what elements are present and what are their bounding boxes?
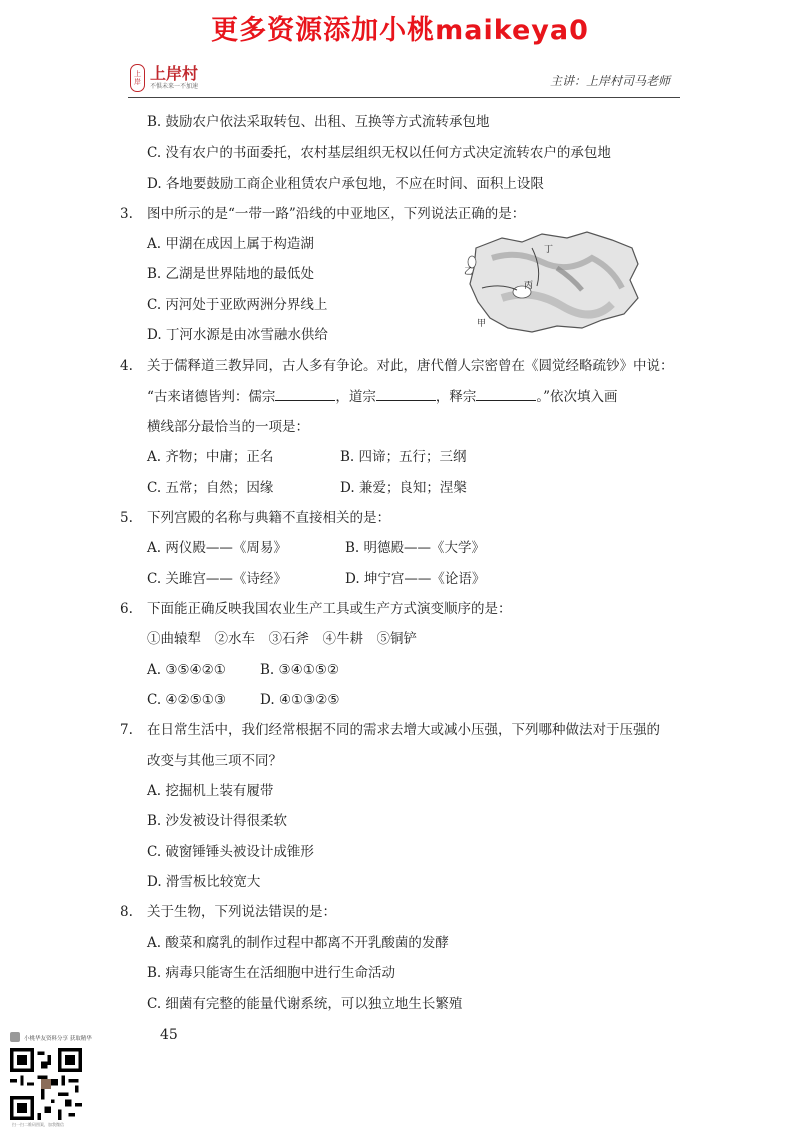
map-label-bing: 丙 bbox=[524, 281, 534, 291]
brand-logo bbox=[130, 64, 198, 92]
q2-option-b: B. 鼓励农户依法采取转包、出租、互换等方式流转承包地 bbox=[147, 114, 490, 130]
q4-quote-b: ，道宗 bbox=[335, 389, 376, 405]
q4-blank-3 bbox=[476, 388, 536, 401]
q4-option-d: D. 兼爱；良知；涅槃 bbox=[340, 480, 467, 496]
q5-stem: 下列宫殿的名称与典籍不直接相关的是： bbox=[147, 510, 390, 526]
qr-title: 小桃华友资料分享 获取精华 bbox=[24, 1036, 92, 1042]
q3-option-d: D. 丁河水源是由冰雪融水供给 bbox=[147, 327, 328, 343]
q7-number: 7. bbox=[120, 722, 133, 738]
q4-number: 4. bbox=[120, 358, 133, 374]
q8-stem: 关于生物，下列说法错误的是： bbox=[147, 904, 336, 920]
q3-option-c: C. 丙河处于亚欧两洲分界线上 bbox=[147, 297, 328, 313]
q6-option-a: A. ③⑤④②① bbox=[147, 662, 226, 678]
map-label-ding: 丁 bbox=[544, 245, 554, 255]
q4-stem-2: 横线部分最恰当的一项是： bbox=[147, 419, 309, 435]
qr-code-icon[interactable] bbox=[10, 1048, 82, 1120]
q4-option-b: B. 四谛；五行；三纲 bbox=[340, 449, 467, 465]
q4-quote-c: ，释宗 bbox=[435, 389, 477, 405]
header-divider bbox=[128, 97, 680, 98]
q4-blank-2 bbox=[376, 388, 436, 401]
logo-mark-icon: 上岸 bbox=[130, 64, 145, 92]
q3-option-a: A. 甲湖在成因上属于构造湖 bbox=[147, 236, 314, 252]
q4-blank-1 bbox=[275, 388, 335, 401]
q7-option-c: C. 破窗锤锤头被设计成锥形 bbox=[147, 844, 314, 860]
promo-banner: 更多资源添加小桃maikeya0 bbox=[211, 15, 589, 46]
q6-number: 6. bbox=[120, 601, 133, 617]
q5-option-b: B. 明德殿——《大学》 bbox=[345, 540, 486, 556]
q7-stem: 在日常生活中，我们经常根据不同的需求去增大或减小压强，下列哪种做法对于压强的 bbox=[147, 722, 660, 738]
q5-option-a: A. 两仪殿——《周易》 bbox=[147, 540, 287, 556]
q3-stem: 图中所示的是“一带一路”沿线的中亚地区，下列说法正确的是： bbox=[147, 206, 526, 222]
q6-option-d: D. ④①③②⑤ bbox=[260, 692, 340, 708]
q2-option-d: D. 各地要鼓励工商企业租赁农户承包地，不应在时间、面积上设限 bbox=[147, 176, 544, 192]
region-outline bbox=[470, 232, 638, 332]
q2-option-c: C. 没有农户的书面委托，农村基层组织无权以任何方式决定流转农户的承包地 bbox=[147, 145, 611, 161]
q3-option-b: B. 乙湖是世界陆地的最低处 bbox=[147, 266, 315, 282]
logo-name: 上岸村 bbox=[150, 64, 199, 83]
central-asia-map bbox=[462, 228, 644, 340]
q7-option-d: D. 滑雪板比较宽大 bbox=[147, 874, 261, 890]
q6-option-c: C. ④②⑤①③ bbox=[147, 692, 226, 708]
q5-option-c: C. 关雎宫——《诗经》 bbox=[147, 571, 287, 587]
q8-number: 8. bbox=[120, 904, 133, 920]
q4-option-c: C. 五常；自然；因缘 bbox=[147, 480, 274, 496]
q4-quote-line bbox=[147, 388, 618, 406]
map-label-jia: 甲 bbox=[477, 319, 487, 329]
q5-option-d: D. 坤宁宫——《论语》 bbox=[345, 571, 486, 587]
q5-number: 5. bbox=[120, 510, 133, 526]
lecturer-label: 主讲：上岸村司马老师 bbox=[549, 74, 670, 88]
q6-stem: 下面能正确反映我国农业生产工具或生产方式演变顺序的是： bbox=[147, 601, 512, 617]
q7-option-a: A. 挖掘机上装有履带 bbox=[147, 783, 274, 799]
avatar bbox=[10, 1032, 20, 1042]
q6-option-b: B. ③④①⑤② bbox=[260, 662, 340, 678]
q4-quote-d: 。”依次填入画 bbox=[536, 389, 618, 405]
logo-slogan: 不惧未来一不加速 bbox=[150, 83, 199, 90]
q4-quote-a: “古来诸德皆判：儒宗 bbox=[147, 389, 276, 405]
page-number: 45 bbox=[160, 1027, 178, 1043]
q6-items: ①曲辕犁 ②水车 ③石斧 ④牛耕 ⑤铜铲 bbox=[147, 631, 417, 647]
q4-stem: 关于儒释道三教异同，古人多有争论。对此，唐代僧人宗密曾在《圆觉经略疏钞》中说： bbox=[147, 358, 674, 374]
qr-caption: 扫一扫二维码图案，加我微信 bbox=[12, 1122, 64, 1127]
q7-stem-2: 改变与其他三项不同？ bbox=[147, 753, 282, 769]
q8-option-b: B. 病毒只能寄生在活细胞中进行生命活动 bbox=[147, 965, 396, 981]
q8-option-a: A. 酸菜和腐乳的制作过程中都离不开乳酸菌的发酵 bbox=[147, 935, 449, 951]
q4-option-a: A. 齐物；中庸；正名 bbox=[147, 449, 274, 465]
q3-number: 3. bbox=[120, 206, 133, 222]
q8-option-c: C. 细菌有完整的能量代谢系统，可以独立地生长繁殖 bbox=[147, 996, 463, 1012]
map-label-yi: 乙 bbox=[464, 267, 474, 277]
q7-option-b: B. 沙发被设计得很柔软 bbox=[147, 813, 288, 829]
